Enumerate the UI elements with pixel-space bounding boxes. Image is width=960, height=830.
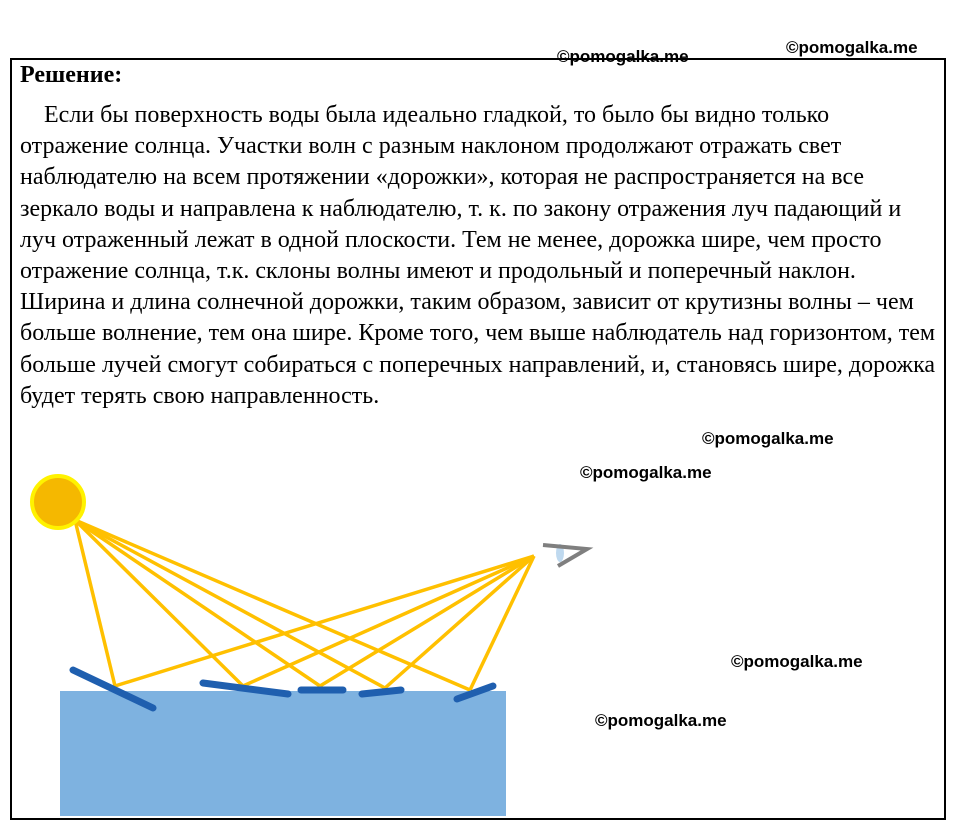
eye-icon bbox=[543, 544, 587, 566]
wave-facet bbox=[362, 690, 401, 694]
watermark-bottom: ©pomogalka.me bbox=[595, 711, 727, 730]
solution-heading: Решение: bbox=[20, 62, 123, 88]
watermark-middle-right: ©pomogalka.me bbox=[702, 429, 834, 448]
water-surface bbox=[60, 691, 506, 816]
watermark-lower-right: ©pomogalka.me bbox=[731, 652, 863, 671]
watermark-middle: ©pomogalka.me bbox=[580, 463, 712, 482]
solution-paragraph: Если бы поверхность воды была идеально гладкой, то было бы видно только отражение солнца. Участки волн с разным наклоном продолжают отражать свет наблюдателю на всем протяжении «дорожки», которая не распространяется на все зеркало воды и направлена к наблюдателю, т. к. по закону отражения луч падающий и луч отраженный лежат в одной плоскости. Тем не менее, дорожка шире, чем просто отражение солнца, т.к. склоны волны имеют и продольный и поперечный наклон. Ширина и длина солнечной дорожки, таким образом, зависит от крутизны волны – чем больше волнение, тем она шире. Кроме того, чем выше наблюдатель над горизонтом, тем больше лучей смогут собираться с поперечных направлений, и, становясь шире, дорожка будет терять свою направленность. bbox=[20, 102, 936, 409]
sun-icon bbox=[32, 476, 84, 528]
watermark-top-center: ©pomogalka.me bbox=[557, 47, 689, 66]
watermark-top-right: ©pomogalka.me bbox=[786, 38, 918, 57]
